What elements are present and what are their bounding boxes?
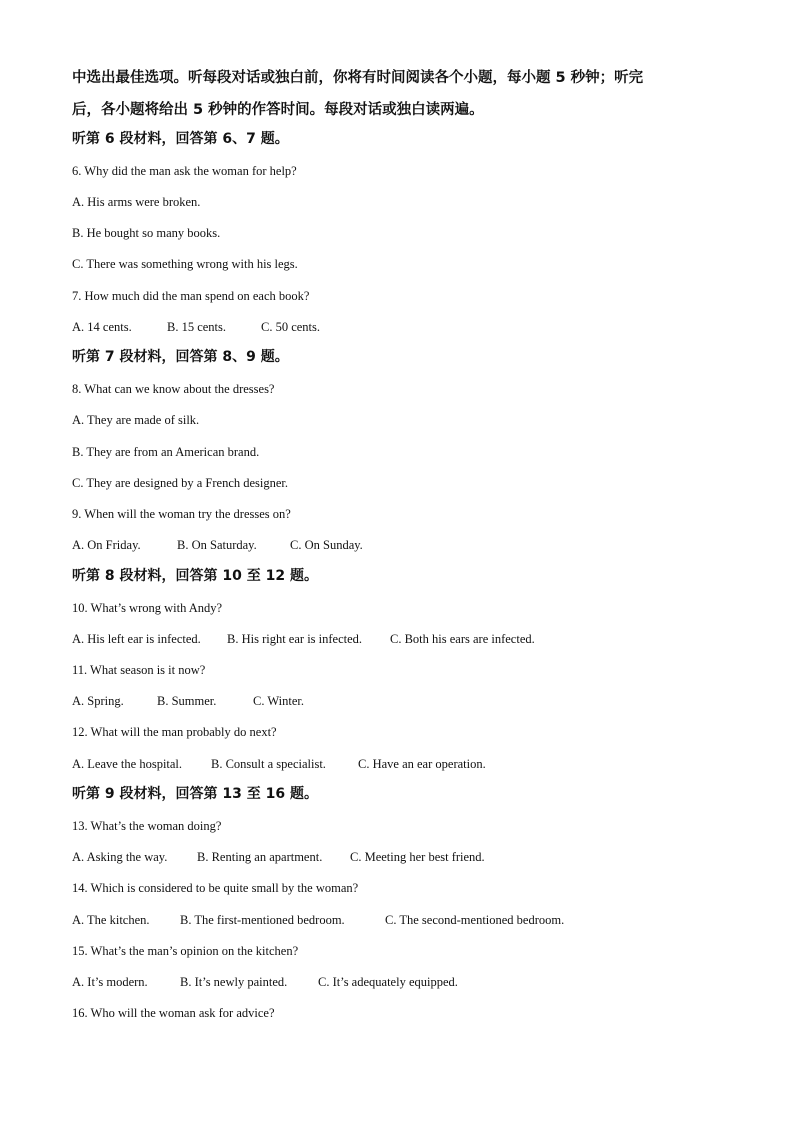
option: A. 14 cents. — [72, 320, 132, 334]
option: A. They are made of silk. — [72, 413, 200, 427]
option-row — [72, 630, 535, 648]
option: C. On Sunday. — [290, 538, 363, 552]
option: C. Both his ears are infected. — [390, 632, 535, 646]
option: B. Renting an apartment. — [197, 850, 323, 864]
question-stem: 10. What’s wrong with Andy? — [72, 601, 223, 615]
instructions-line-2: 后，各小题将给出 5 秒钟的作答时间。每段对话或独白读两遍。 — [72, 102, 484, 118]
option: B. On Saturday. — [177, 538, 257, 552]
option: A. Leave the hospital. — [72, 757, 183, 771]
option: C. It’s adequately equipped. — [318, 975, 458, 989]
question-stem: 15. What’s the man’s opinion on the kitchen? — [72, 944, 299, 958]
instructions-line-1: 中选出最佳选项。听每段对话或独白前，你将有时间阅读各个小题，每小题 5 秒钟；听完 — [72, 70, 644, 86]
option-row — [72, 973, 458, 991]
option: B. They are from an American brand. — [72, 445, 260, 459]
option: A. It’s modern. — [72, 975, 148, 989]
option: C. They are designed by a French designer. — [72, 476, 289, 490]
option: B. 15 cents. — [167, 320, 227, 334]
option-row — [72, 755, 486, 773]
question-stem: 8. What can we know about the dresses? — [72, 382, 275, 396]
option: C. There was something wrong with his legs. — [72, 257, 298, 271]
option-row — [72, 692, 304, 710]
question-stem: 11. What season is it now? — [72, 663, 206, 677]
option: C. Meeting her best friend. — [350, 850, 485, 864]
option: C. Have an ear operation. — [358, 757, 486, 771]
section-heading: 听第 8 段材料，回答第 10 至 12 题。 — [72, 568, 318, 584]
option: B. Summer. — [157, 694, 217, 708]
section-heading: 听第 7 段材料，回答第 8、9 题。 — [72, 349, 289, 365]
section-heading: 听第 9 段材料，回答第 13 至 16 题。 — [72, 786, 318, 802]
option: A. His arms were broken. — [72, 195, 201, 209]
option: A. Asking the way. — [72, 850, 168, 864]
option-row — [72, 911, 564, 929]
question-stem: 13. What’s the woman doing? — [72, 819, 222, 833]
option-row — [72, 848, 485, 866]
question-stem: 12. What will the man probably do next? — [72, 725, 277, 739]
question-stem: 16. Who will the woman ask for advice? — [72, 1006, 275, 1020]
question-stem: 6. Why did the man ask the woman for help? — [72, 164, 297, 178]
option: C. 50 cents. — [261, 320, 321, 334]
option: A. Spring. — [72, 694, 124, 708]
option: B. His right ear is infected. — [227, 632, 363, 646]
question-stem: 9. When will the woman try the dresses on? — [72, 507, 291, 521]
option: A. The kitchen. — [72, 913, 150, 927]
section-heading: 听第 6 段材料，回答第 6、7 题。 — [72, 131, 289, 147]
option: A. On Friday. — [72, 538, 141, 552]
option-row — [72, 318, 320, 336]
question-stem: 7. How much did the man spend on each book? — [72, 289, 310, 303]
option: C. Winter. — [253, 694, 305, 708]
option: B. Consult a specialist. — [211, 757, 326, 771]
question-stem: 14. Which is considered to be quite small by the woman? — [72, 881, 359, 895]
option: A. His left ear is infected. — [72, 632, 201, 646]
option: B. It’s newly painted. — [180, 975, 288, 989]
option: B. He bought so many books. — [72, 226, 221, 240]
option: C. The second-mentioned bedroom. — [385, 913, 565, 927]
option: B. The first-mentioned bedroom. — [180, 913, 345, 927]
instructions — [72, 62, 732, 126]
option-row — [72, 536, 363, 554]
